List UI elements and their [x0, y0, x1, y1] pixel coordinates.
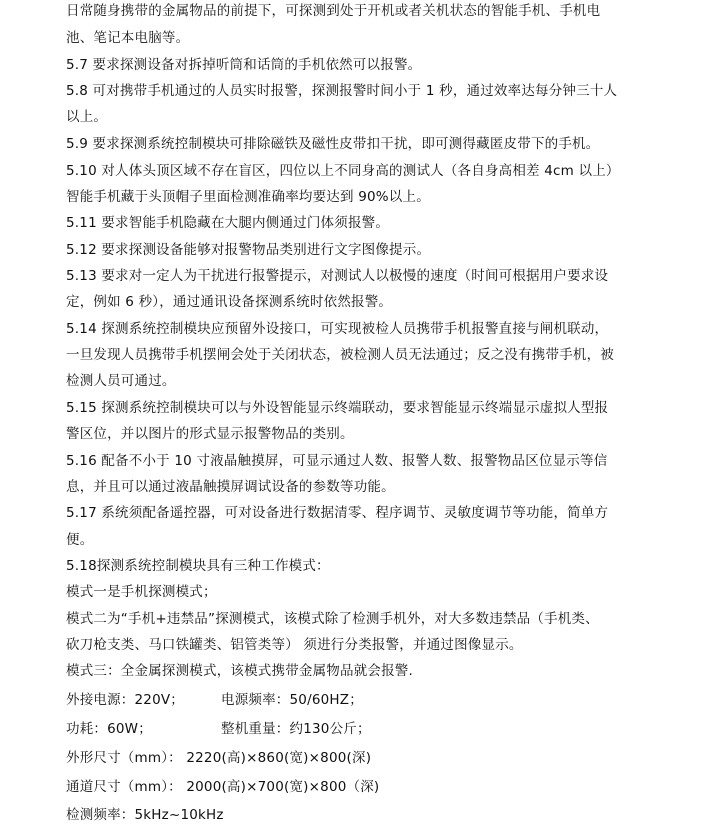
text-line: 5.7 要求探测设备对拆掉听筒和话筒的手机依然可以报警。: [66, 57, 422, 73]
text-line: 模式三：全金属探测模式，该模式携带金属物品就会报警.: [66, 663, 413, 679]
text-line: 定，例如 6 秒），通过通讯设备探测系统时依然报警。: [66, 294, 393, 310]
text-line: 智能手机藏于头顶帽子里面检测准确率均要达到 90%以上。: [66, 189, 430, 205]
spec-detect-frequency: 检测频率：5kHz~10kHz: [66, 807, 224, 823]
text-line: 5.11 要求智能手机隐藏在大腿内侧通过门体须报警。: [66, 215, 390, 231]
text-line: 砍刀枪支类、马口铁罐类、铝管类等） 须进行分类报警，并通过图像显示。: [66, 637, 523, 653]
text-line: 5.17 系统须配备遥控器，可对设备进行数据清零、程序调节、灵敏度调节等功能，简单方: [66, 505, 609, 521]
text-line: 模式二为“手机+违禁品”探测模式，该模式除了检测手机外，对大多数违禁品（手机类、: [66, 611, 599, 627]
spec-weight: 整机重量：约130公斤；: [221, 721, 371, 737]
text-line: 息，并且可以通过液晶触摸屏调试设备的参数等功能。: [66, 479, 395, 495]
spec-frequency: 电源频率：50/60HZ；: [221, 692, 363, 708]
text-line: 5.13 要求对一定人为干扰进行报警提示，对测试人以极慢的速度（时间可根据用户要求设: [66, 268, 609, 284]
text-line: 5.10 对人体头顶区域不存在盲区，四位以上不同身高的测试人（各自身高相差 4cm 以上）: [66, 163, 620, 179]
text-line: 5.8 可对携带手机通过的人员实时报警，探测报警时间小于 1 秒，通过效率达每分钟三十人: [66, 83, 618, 99]
spec-row-power: [66, 690, 700, 710]
text-line: 警区位，并以图片的形式显示报警物品的类别。: [66, 426, 354, 442]
text-line: 检测人员可通过。: [66, 373, 176, 389]
text-line: 5.16 配备不小于 10 寸液晶触摸屏，可显示通过人数、报警人数、报警物品区位显示等信: [66, 453, 608, 469]
text-line: 5.14 探测系统控制模块应预留外设接口，可实现被检人员携带手机报警直接与闸机联动，: [66, 321, 609, 337]
spec-channel: 通道尺寸（mm）： 2000(高)×700(宽)×800（深): [66, 779, 380, 795]
text-line: 5.9 要求探测系统控制模块可排除磁铁及磁性皮带扣干扰，即可测得藏匿皮带下的手机。: [66, 136, 600, 152]
text-line: 便。: [66, 532, 94, 548]
text-line: 一旦发现人员携带手机摆闸会处于关闭状态，被检测人员无法通过；反之没有携带手机，被: [66, 347, 614, 363]
spec-power: 外接电源：220V；: [66, 692, 185, 708]
text-line: 池、笔记本电脑等。: [66, 30, 190, 46]
spec-row-consumption: [66, 719, 700, 739]
text-line: 5.15 探测系统控制模块可以与外设智能显示终端联动，要求智能显示终端显示虚拟人型报: [66, 400, 609, 416]
text-line: 5.18探测系统控制模块具有三种工作模式：: [66, 558, 330, 574]
spec-dimensions: 外形尺寸（mm）： 2220(高)×860(宽)×800(深): [66, 750, 372, 766]
text-line: 5.12 要求探测设备能够对报警物品类别进行文字图像提示。: [66, 242, 431, 258]
text-line: 日常随身携带的金属物品的前提下，可探测到处于开机或者关机状态的智能手机、手机电: [66, 3, 601, 19]
spec-consumption: 功耗：60W；: [66, 721, 152, 737]
text-line: 模式一是手机探测模式；: [66, 584, 217, 600]
text-line: 以上。: [66, 109, 108, 125]
